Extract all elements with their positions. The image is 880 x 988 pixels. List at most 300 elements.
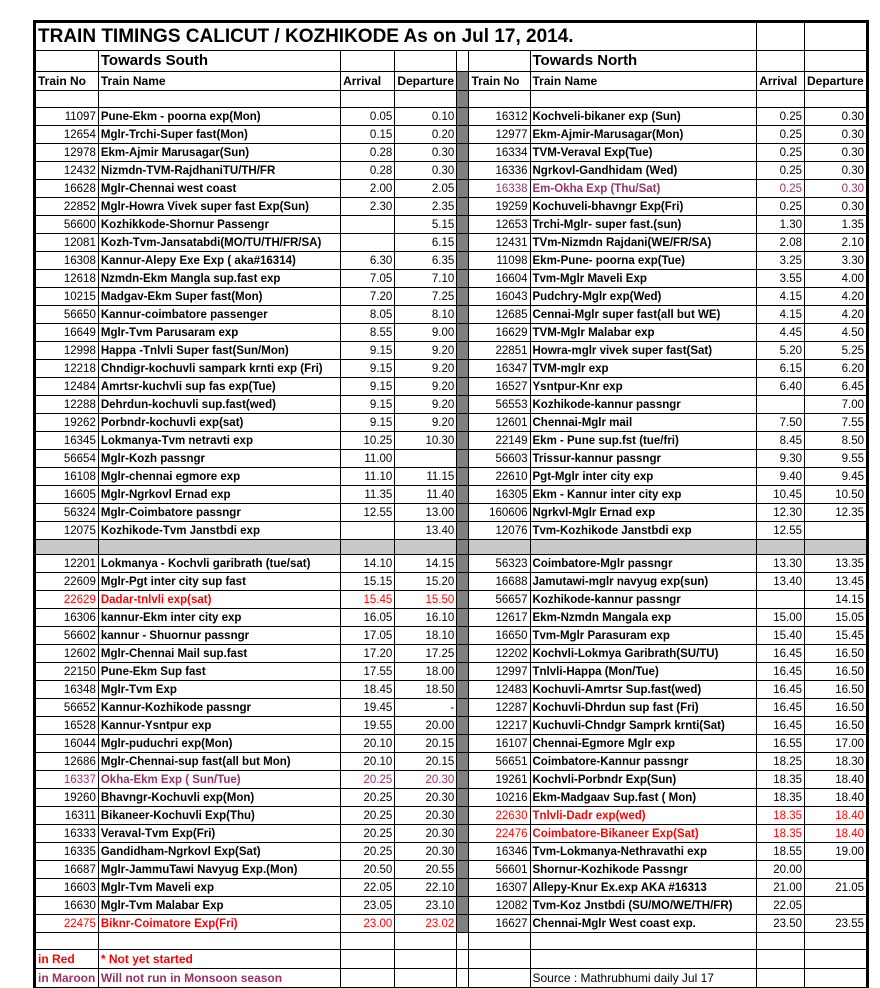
departure-time: 2.10 xyxy=(805,234,867,252)
departure-time: 18.40 xyxy=(805,825,867,843)
train-no: 16649 xyxy=(36,324,99,342)
section-header-row xyxy=(36,51,867,72)
train-no: 16346 xyxy=(469,843,530,861)
train-no: 16312 xyxy=(469,108,530,126)
arrival-time: 10.25 xyxy=(341,432,395,450)
train-no: 11098 xyxy=(469,252,530,270)
column-separator xyxy=(457,771,469,789)
end-name-s xyxy=(98,933,340,950)
train-name: Happa -Tnlvli Super fast(Sun/Mon) xyxy=(98,342,340,360)
train-no: 22852 xyxy=(36,198,99,216)
arrival-time xyxy=(341,216,395,234)
column-separator xyxy=(457,879,469,897)
legend-maroon-no2-blank xyxy=(469,969,530,988)
train-name: Mglr-Tvm Parusaram exp xyxy=(98,324,340,342)
table-row xyxy=(36,555,867,573)
train-name: Mglr-Chennai west coast xyxy=(98,180,340,198)
departure-time: 0.30 xyxy=(805,144,867,162)
departure-time: 0.30 xyxy=(805,162,867,180)
departure-time: 0.10 xyxy=(395,108,457,126)
departure-time: 0.30 xyxy=(395,144,457,162)
departure-time: 4.20 xyxy=(805,288,867,306)
train-name: TVM-Mglr Malabar exp xyxy=(530,324,757,342)
departure-time: 5.25 xyxy=(805,342,867,360)
train-name: Trchi-Mglr- super fast.(sun) xyxy=(530,216,757,234)
train-name: Tvm-Mglr Parasuram exp xyxy=(530,627,757,645)
column-separator xyxy=(457,234,469,252)
train-name: Kannur-Alepy Exe Exp ( aka#16314) xyxy=(98,252,340,270)
train-name: Coimbatore-Kannur passngr xyxy=(530,753,757,771)
train-name: Ekm-Ajmir Marusagar(Sun) xyxy=(98,144,340,162)
train-name: Tvm-Lokmanya-Nethravathi exp xyxy=(530,843,757,861)
train-name: Porbndr-kochuvli exp(sat) xyxy=(98,414,340,432)
train-no: 19260 xyxy=(36,789,99,807)
train-no: 16306 xyxy=(36,609,99,627)
train-name: Howra-mglr vivek super fast(Sat) xyxy=(530,342,757,360)
arrival-time: 18.35 xyxy=(757,771,805,789)
train-no: 16627 xyxy=(469,915,530,933)
title-blank-departure xyxy=(805,23,867,51)
train-name: Shornur-Kozhikode Passngr xyxy=(530,861,757,879)
departure-time: 5.15 xyxy=(395,216,457,234)
column-separator xyxy=(457,144,469,162)
train-name: Cennai-Mglr super fast(all but WE) xyxy=(530,306,757,324)
departure-time: 4.50 xyxy=(805,324,867,342)
train-no: 16688 xyxy=(469,573,530,591)
train-no: 12082 xyxy=(469,897,530,915)
train-name: Mglr-Tvm Exp xyxy=(98,681,340,699)
table-row xyxy=(36,234,867,252)
train-no: 12686 xyxy=(36,753,99,771)
train-name: kannur-Ekm inter city exp xyxy=(98,609,340,627)
arrival-time: 21.00 xyxy=(757,879,805,897)
train-no: 16336 xyxy=(469,162,530,180)
arrival-time: 19.55 xyxy=(341,717,395,735)
table-row xyxy=(36,645,867,663)
train-name: Ekm-Pune- poorna exp(Tue) xyxy=(530,252,757,270)
table-row xyxy=(36,735,867,753)
train-name: Lokmanya - Kochvli garibrath (tue/sat) xyxy=(98,555,340,573)
divider-no-n xyxy=(469,540,530,555)
departure-time: 9.20 xyxy=(395,378,457,396)
train-name: Kozhikode-kannur passngr xyxy=(530,591,757,609)
arrival-time: 4.15 xyxy=(757,288,805,306)
train-no: 160606 xyxy=(469,504,530,522)
train-name: TVM-Veraval Exp(Tue) xyxy=(530,144,757,162)
departure-time: 6.15 xyxy=(395,234,457,252)
train-name: Tvm-Koz Jnstbdi (SU/MO/WE/TH/FR) xyxy=(530,897,757,915)
train-name: Mglr-Tvm Malabar Exp xyxy=(98,897,340,915)
end-no-s xyxy=(36,933,99,950)
departure-time: 9.55 xyxy=(805,450,867,468)
arrival-time: 2.30 xyxy=(341,198,395,216)
table-row xyxy=(36,771,867,789)
departure-time: 20.30 xyxy=(395,807,457,825)
train-no: 16528 xyxy=(36,717,99,735)
table-row xyxy=(36,306,867,324)
departure-time: 6.35 xyxy=(395,252,457,270)
column-separator xyxy=(457,753,469,771)
train-no: 56603 xyxy=(469,450,530,468)
departure-time: 7.55 xyxy=(805,414,867,432)
arrival-time: 17.55 xyxy=(341,663,395,681)
train-name: Kochvli-Porbndr Exp(Sun) xyxy=(530,771,757,789)
column-separator xyxy=(457,555,469,573)
arrival-time: 12.30 xyxy=(757,504,805,522)
column-separator xyxy=(457,288,469,306)
train-no: 16334 xyxy=(469,144,530,162)
train-no: 16311 xyxy=(36,807,99,825)
column-separator xyxy=(457,789,469,807)
arrival-time: 9.40 xyxy=(757,468,805,486)
train-name: Ekm-Nzmdn Mangala exp xyxy=(530,609,757,627)
departure-time: 16.50 xyxy=(805,645,867,663)
table-row xyxy=(36,843,867,861)
table-row xyxy=(36,198,867,216)
column-separator xyxy=(457,573,469,591)
column-header-train-name-south: Train Name xyxy=(98,72,340,91)
train-no: 16308 xyxy=(36,252,99,270)
arrival-time: 23.50 xyxy=(757,915,805,933)
arrival-time: 23.00 xyxy=(341,915,395,933)
table-row xyxy=(36,108,867,126)
departure-time: 17.00 xyxy=(805,735,867,753)
departure-time: 23.10 xyxy=(395,897,457,915)
arrival-time: 1.30 xyxy=(757,216,805,234)
divider-dep-s xyxy=(395,540,457,555)
column-separator xyxy=(457,396,469,414)
column-separator xyxy=(457,342,469,360)
arrival-time: 12.55 xyxy=(757,522,805,540)
arrival-time: 9.15 xyxy=(341,342,395,360)
train-no: 56651 xyxy=(469,753,530,771)
end-dep-s xyxy=(395,933,457,950)
divider-dep-n xyxy=(805,540,867,555)
train-name: Mglr-Kozh passngr xyxy=(98,450,340,468)
train-name: Kochuvli-Dhrdun sup fast (Fri) xyxy=(530,699,757,717)
arrival-time: 12.55 xyxy=(341,504,395,522)
train-name: Kozhikkode-Shornur Passengr xyxy=(98,216,340,234)
table-row xyxy=(36,825,867,843)
train-no: 16335 xyxy=(36,843,99,861)
legend-maroon-label: in Maroon xyxy=(36,969,99,988)
train-name: Kochuveli-bhavngr Exp(Fri) xyxy=(530,198,757,216)
end-arr-s xyxy=(341,933,395,950)
arrival-time: 15.40 xyxy=(757,627,805,645)
train-name: Mglr-Chennai-sup fast(all but Mon) xyxy=(98,753,340,771)
train-name: Kannur-coimbatore passenger xyxy=(98,306,340,324)
arrival-time: 20.25 xyxy=(341,789,395,807)
train-name: Kochvli-Lokmya Garibrath(SU/TU) xyxy=(530,645,757,663)
train-no: 12287 xyxy=(469,699,530,717)
column-separator xyxy=(457,108,469,126)
arrival-time: 16.55 xyxy=(757,735,805,753)
arrival-time: 18.55 xyxy=(757,843,805,861)
table-row xyxy=(36,807,867,825)
train-name: Bhavngr-Kochuvli exp(Mon) xyxy=(98,789,340,807)
table-row xyxy=(36,789,867,807)
train-no: 16605 xyxy=(36,486,99,504)
train-no: 12076 xyxy=(469,522,530,540)
departure-time: 16.50 xyxy=(805,699,867,717)
departure-time: 7.10 xyxy=(395,270,457,288)
legend-red-gap xyxy=(457,950,469,969)
column-separator xyxy=(457,432,469,450)
train-no: 16305 xyxy=(469,486,530,504)
train-no: 12218 xyxy=(36,360,99,378)
train-name: Mglr-Trchi-Super fast(Mon) xyxy=(98,126,340,144)
train-no: 16348 xyxy=(36,681,99,699)
train-name: Chennai-Mglr West coast exp. xyxy=(530,915,757,933)
train-name: Kannur-Kozhikode passngr xyxy=(98,699,340,717)
departure-time: - xyxy=(395,699,457,717)
north-corner-blank xyxy=(469,51,530,72)
table-row xyxy=(36,753,867,771)
train-name: TVm-Nizmdn Rajdani(WE/FR/SA) xyxy=(530,234,757,252)
departure-time: 9.00 xyxy=(395,324,457,342)
train-no: 12075 xyxy=(36,522,99,540)
end-dep-n xyxy=(805,933,867,950)
train-no: 56324 xyxy=(36,504,99,522)
arrival-time: 9.30 xyxy=(757,450,805,468)
arrival-time: 13.40 xyxy=(757,573,805,591)
departure-time: 11.15 xyxy=(395,468,457,486)
departure-time: 20.15 xyxy=(395,735,457,753)
arrival-time: 0.25 xyxy=(757,108,805,126)
spacer-arr-s xyxy=(341,91,395,108)
column-separator xyxy=(457,843,469,861)
train-no: 12977 xyxy=(469,126,530,144)
table-row xyxy=(36,879,867,897)
departure-time: 10.50 xyxy=(805,486,867,504)
arrival-time: 0.25 xyxy=(757,126,805,144)
table-row xyxy=(36,144,867,162)
train-no: 56657 xyxy=(469,591,530,609)
departure-time xyxy=(805,897,867,915)
arrival-time: 0.25 xyxy=(757,144,805,162)
train-name: Mglr-JammuTawi Navyug Exp.(Mon) xyxy=(98,861,340,879)
arrival-time: 18.45 xyxy=(341,681,395,699)
departure-time: 4.00 xyxy=(805,270,867,288)
end-name-n xyxy=(530,933,757,950)
train-name: Em-Okha Exp (Thu/Sat) xyxy=(530,180,757,198)
arrival-time: 20.25 xyxy=(341,771,395,789)
arrival-time: 4.45 xyxy=(757,324,805,342)
departure-time: 8.50 xyxy=(805,432,867,450)
departure-time: 6.45 xyxy=(805,378,867,396)
train-name: Bikaneer-Kochuvli Exp(Thu) xyxy=(98,807,340,825)
column-separator xyxy=(457,91,469,108)
train-no: 22609 xyxy=(36,573,99,591)
train-no: 16629 xyxy=(469,324,530,342)
north-arr-blank xyxy=(757,51,805,72)
arrival-time: 3.55 xyxy=(757,270,805,288)
arrival-time: 19.45 xyxy=(341,699,395,717)
train-no: 19262 xyxy=(36,414,99,432)
train-name: Mglr-chennai egmore exp xyxy=(98,468,340,486)
train-name: Trissur-kannur passngr xyxy=(530,450,757,468)
departure-time: 20.00 xyxy=(395,717,457,735)
column-separator xyxy=(457,216,469,234)
train-name: Lokmanya-Tvm netravti exp xyxy=(98,432,340,450)
column-separator xyxy=(457,540,469,555)
train-name: Jamutawi-mglr navyug exp(sun) xyxy=(530,573,757,591)
departure-time: 7.00 xyxy=(805,396,867,414)
column-separator xyxy=(457,825,469,843)
train-no: 10215 xyxy=(36,288,99,306)
section-divider-row xyxy=(36,540,867,555)
column-separator xyxy=(457,735,469,753)
departure-time: 9.20 xyxy=(395,396,457,414)
column-separator xyxy=(457,699,469,717)
departure-time: 20.55 xyxy=(395,861,457,879)
arrival-time: 2.00 xyxy=(341,180,395,198)
departure-time: 0.30 xyxy=(805,108,867,126)
legend-maroon-dep2-blank xyxy=(805,969,867,988)
departure-time: 9.20 xyxy=(395,414,457,432)
departure-time xyxy=(805,861,867,879)
departure-time: 20.30 xyxy=(395,843,457,861)
departure-time: 16.10 xyxy=(395,609,457,627)
train-no: 12601 xyxy=(469,414,530,432)
south-dep-blank xyxy=(395,51,457,72)
arrival-time: 6.40 xyxy=(757,378,805,396)
column-header-train-no-south: Train No xyxy=(36,72,99,91)
column-separator-top xyxy=(457,51,469,72)
train-no: 10216 xyxy=(469,789,530,807)
column-separator xyxy=(457,252,469,270)
train-name: kannur - Shuornur passngr xyxy=(98,627,340,645)
train-name: Mglr-Tvm Maveli exp xyxy=(98,879,340,897)
train-name: Allepy-Knur Ex.exp AKA #16313 xyxy=(530,879,757,897)
divider-name-s xyxy=(98,540,340,555)
departure-time xyxy=(395,450,457,468)
train-name: Mglr-Chennai Mail sup.fast xyxy=(98,645,340,663)
column-separator xyxy=(457,198,469,216)
train-no: 12685 xyxy=(469,306,530,324)
column-separator xyxy=(457,609,469,627)
table-row xyxy=(36,216,867,234)
legend-red-no2-blank xyxy=(469,950,530,969)
arrival-time: 16.45 xyxy=(757,717,805,735)
train-name: Veraval-Tvm Exp(Fri) xyxy=(98,825,340,843)
departure-time: 0.30 xyxy=(805,126,867,144)
divider-no-s xyxy=(36,540,99,555)
train-name: Mglr-Pgt inter city sup fast xyxy=(98,573,340,591)
departure-time: 15.05 xyxy=(805,609,867,627)
train-no: 22610 xyxy=(469,468,530,486)
legend-maroon-text: Will not run in Monsoon season xyxy=(98,969,340,988)
train-name: Biknr-Coimatore Exp(Fri) xyxy=(98,915,340,933)
legend-row-maroon xyxy=(36,969,867,988)
train-no: 12617 xyxy=(469,609,530,627)
train-no: 16333 xyxy=(36,825,99,843)
arrival-time: 20.00 xyxy=(757,861,805,879)
column-separator xyxy=(457,663,469,681)
section-title-south: Towards South xyxy=(98,51,340,72)
departure-time: 23.02 xyxy=(395,915,457,933)
column-separator xyxy=(457,522,469,540)
train-no: 12484 xyxy=(36,378,99,396)
train-name: Kuchuvli-Chndgr Samprk krnti(Sat) xyxy=(530,717,757,735)
train-no: 12432 xyxy=(36,162,99,180)
train-name: Ngrkvl-Mglr Ernad exp xyxy=(530,504,757,522)
column-separator xyxy=(457,126,469,144)
column-header-departure-north: Departure xyxy=(805,72,867,91)
train-name: Dadar-tnlvli exp(sat) xyxy=(98,591,340,609)
train-name: Ekm - Pune sup.fst (tue/fri) xyxy=(530,432,757,450)
arrival-time: 8.45 xyxy=(757,432,805,450)
arrival-time: 18.35 xyxy=(757,825,805,843)
train-name: Pune-Ekm - poorna exp(Mon) xyxy=(98,108,340,126)
train-name: Kozhikode-Tvm Janstbdi exp xyxy=(98,522,340,540)
arrival-time: 20.25 xyxy=(341,825,395,843)
spacer-dep-s xyxy=(395,91,457,108)
train-name: Kochuvli-Amrtsr Sup.fast(wed) xyxy=(530,681,757,699)
arrival-time: 7.05 xyxy=(341,270,395,288)
arrival-time: 8.55 xyxy=(341,324,395,342)
arrival-time: 0.25 xyxy=(757,198,805,216)
column-header-train-no-north: Train No xyxy=(469,72,530,91)
table-row xyxy=(36,573,867,591)
spacer-name-s xyxy=(98,91,340,108)
table-row xyxy=(36,378,867,396)
column-header-arrival-north: Arrival xyxy=(757,72,805,91)
train-no: 22149 xyxy=(469,432,530,450)
train-name: Kozhikode-kannur passngr xyxy=(530,396,757,414)
departure-time: 18.40 xyxy=(805,807,867,825)
departure-time: 23.55 xyxy=(805,915,867,933)
arrival-time: 15.45 xyxy=(341,591,395,609)
arrival-time: 10.45 xyxy=(757,486,805,504)
south-arr-blank xyxy=(341,51,395,72)
column-separator-bottom xyxy=(457,933,469,950)
table-row xyxy=(36,915,867,933)
departure-time: 18.40 xyxy=(805,789,867,807)
table-row xyxy=(36,504,867,522)
train-name: Amrtsr-kuchvli sup fas exp(Tue) xyxy=(98,378,340,396)
arrival-time: 20.10 xyxy=(341,753,395,771)
column-separator xyxy=(457,180,469,198)
departure-time: 13.40 xyxy=(395,522,457,540)
arrival-time: 15.00 xyxy=(757,609,805,627)
departure-time: 9.20 xyxy=(395,360,457,378)
column-separator xyxy=(457,897,469,915)
table-row xyxy=(36,414,867,432)
departure-time: 13.00 xyxy=(395,504,457,522)
column-separator xyxy=(457,504,469,522)
train-timings-table xyxy=(35,22,867,988)
departure-time: 2.05 xyxy=(395,180,457,198)
train-no: 16345 xyxy=(36,432,99,450)
train-no: 56652 xyxy=(36,699,99,717)
column-separator xyxy=(457,627,469,645)
arrival-time: 0.25 xyxy=(757,180,805,198)
column-separator xyxy=(457,807,469,825)
column-separator xyxy=(457,270,469,288)
title-blank-arrival xyxy=(757,23,805,51)
train-name: Ekm-Ajmir-Marusagar(Mon) xyxy=(530,126,757,144)
train-no: 12997 xyxy=(469,663,530,681)
table-row xyxy=(36,861,867,879)
train-no: 16338 xyxy=(469,180,530,198)
table-row xyxy=(36,270,867,288)
train-no: 12602 xyxy=(36,645,99,663)
column-separator xyxy=(457,324,469,342)
departure-time: 14.15 xyxy=(805,591,867,609)
train-no: 12431 xyxy=(469,234,530,252)
arrival-time: 0.05 xyxy=(341,108,395,126)
